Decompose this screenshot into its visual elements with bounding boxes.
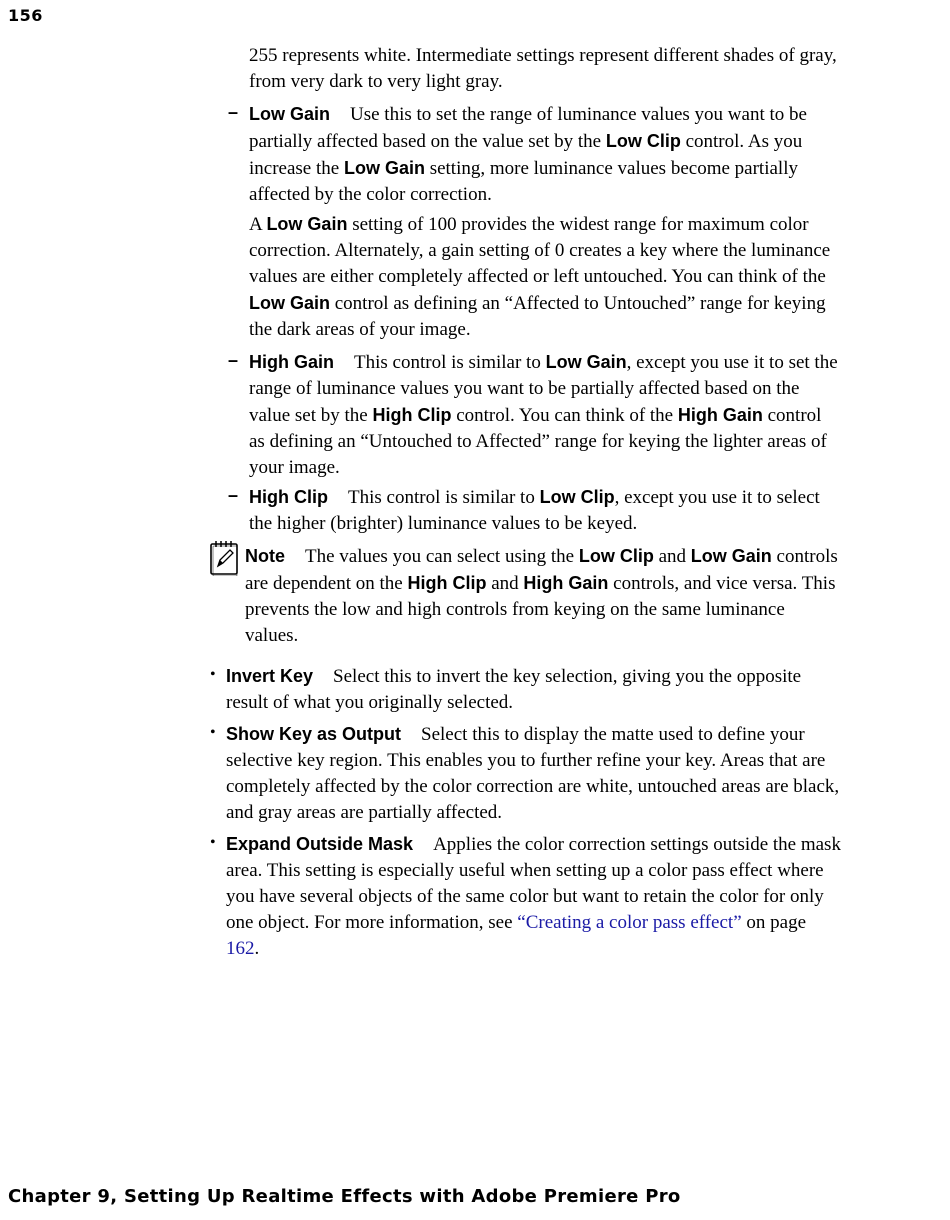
note-bold-4: High Gain xyxy=(523,573,609,593)
note-label: Note xyxy=(245,546,285,566)
invert-key-text: Select this to invert the key selection, giving you the opposite result of what you originally selected. xyxy=(226,666,802,713)
dash-high-gain: – xyxy=(228,350,239,370)
low-gain-detail-bold-2: Low Gain xyxy=(249,293,330,313)
page-162-link[interactable]: 162 xyxy=(226,938,255,959)
intro-text: 255 represents white. Intermediate settings represent different shades of gray, from very dark to very light gray. xyxy=(249,45,837,92)
low-gain-detail-bold-1: Low Gain xyxy=(266,214,348,234)
low-gain-paragraph xyxy=(249,101,841,208)
note-text-5: controls, and vice versa. This prevents the low and high controls from keying on the same luminance values. xyxy=(245,573,836,646)
expand-mask-text-3: . xyxy=(254,938,260,959)
low-gain-detail-text-0: A xyxy=(249,214,267,235)
note-text-1: The values you can select using the xyxy=(305,546,579,567)
high-gain-bold-2: High Clip xyxy=(372,405,452,425)
high-clip-text-1: This control is similar to xyxy=(348,487,540,508)
creating-color-pass-link[interactable]: “Creating a color pass effect” xyxy=(517,912,742,933)
invert-key-paragraph xyxy=(226,663,841,716)
note-text-2: and xyxy=(653,546,691,567)
low-gain-bold-2: Low Gain xyxy=(343,158,425,178)
low-gain-text-3: setting, more luminance values become partially affected by the color correction. xyxy=(249,158,798,205)
show-key-term: Show Key as Output xyxy=(226,724,402,744)
show-key-paragraph xyxy=(226,721,841,826)
expand-mask-text-2: on page xyxy=(741,912,807,933)
notepad-pencil-icon xyxy=(209,540,241,576)
low-gain-text-1: Use this to set the range of luminance values you want to be partially affected based on the value set by the xyxy=(249,104,807,152)
low-gain-detail-paragraph xyxy=(249,211,841,343)
dash-high-clip: – xyxy=(228,485,239,505)
bullet-expand-mask: • xyxy=(210,834,216,851)
high-gain-text-1: This control is similar to xyxy=(354,352,546,373)
high-gain-paragraph xyxy=(249,349,841,481)
low-gain-text-2: control. As you increase the xyxy=(249,131,803,179)
low-gain-detail-text-2: control as defining an “Affected to Untouched” range for keying the dark areas of your image. xyxy=(249,293,826,340)
note-bold-2: Low Gain xyxy=(690,546,772,566)
note-bold-1: Low Clip xyxy=(578,546,654,566)
dash-low-gain: – xyxy=(228,102,239,122)
bullet-invert-key: • xyxy=(210,666,216,683)
bullet-show-key: • xyxy=(210,724,216,741)
high-clip-bold-1: Low Clip xyxy=(539,487,615,507)
page-number: 156 xyxy=(8,6,43,25)
high-clip-term: High Clip xyxy=(249,487,328,507)
note-bold-3: High Clip xyxy=(407,573,487,593)
note-text-4: and xyxy=(486,573,524,594)
high-clip-text-2: , except you use it to select the higher (brighter) luminance values to be keyed. xyxy=(249,487,820,534)
expand-mask-text-1: Applies the color correction settings outside the mask area. This setting is especially useful when setting up a color pass effect where you have several objects of the same color but want to retain the color for only one object. For more information, see xyxy=(226,834,841,933)
high-gain-bold-3: High Gain xyxy=(677,405,763,425)
low-gain-term: Low Gain xyxy=(249,104,330,124)
intro-paragraph xyxy=(249,43,841,95)
note-paragraph xyxy=(245,543,841,649)
high-gain-bold-1: Low Gain xyxy=(545,352,627,372)
high-gain-text-4: control as defining an “Untouched to Affected” range for keying the lighter areas of your image. xyxy=(249,405,827,478)
low-gain-bold-1: Low Clip xyxy=(605,131,681,151)
chapter-footer: Chapter 9, Setting Up Realtime Effects with Adobe Premiere Pro xyxy=(8,1186,681,1207)
low-gain-detail-text-1: setting of 100 provides the widest range for maximum color correction. Alternately, a gain setting of 0 creates a key where the luminance values are either completely affected or left untouched. You can think of the xyxy=(249,214,831,287)
show-key-text: Select this to display the matte used to define your selective key region. This enables you to further refine your key. Areas that are completely affected by the color correction are white, untouched areas are black, and gray areas are partially affected. xyxy=(226,724,840,823)
expand-mask-paragraph xyxy=(226,831,841,962)
expand-mask-term: Expand Outside Mask xyxy=(226,834,414,854)
invert-key-term: Invert Key xyxy=(226,666,314,686)
note-text-3: controls are dependent on the xyxy=(245,546,838,594)
high-gain-text-3: control. You can think of the xyxy=(451,405,678,426)
high-clip-paragraph xyxy=(249,484,841,537)
high-gain-term: High Gain xyxy=(249,352,334,372)
high-gain-text-2: , except you use it to set the range of luminance values you want to be partially affected based on the value set by the xyxy=(249,352,838,426)
